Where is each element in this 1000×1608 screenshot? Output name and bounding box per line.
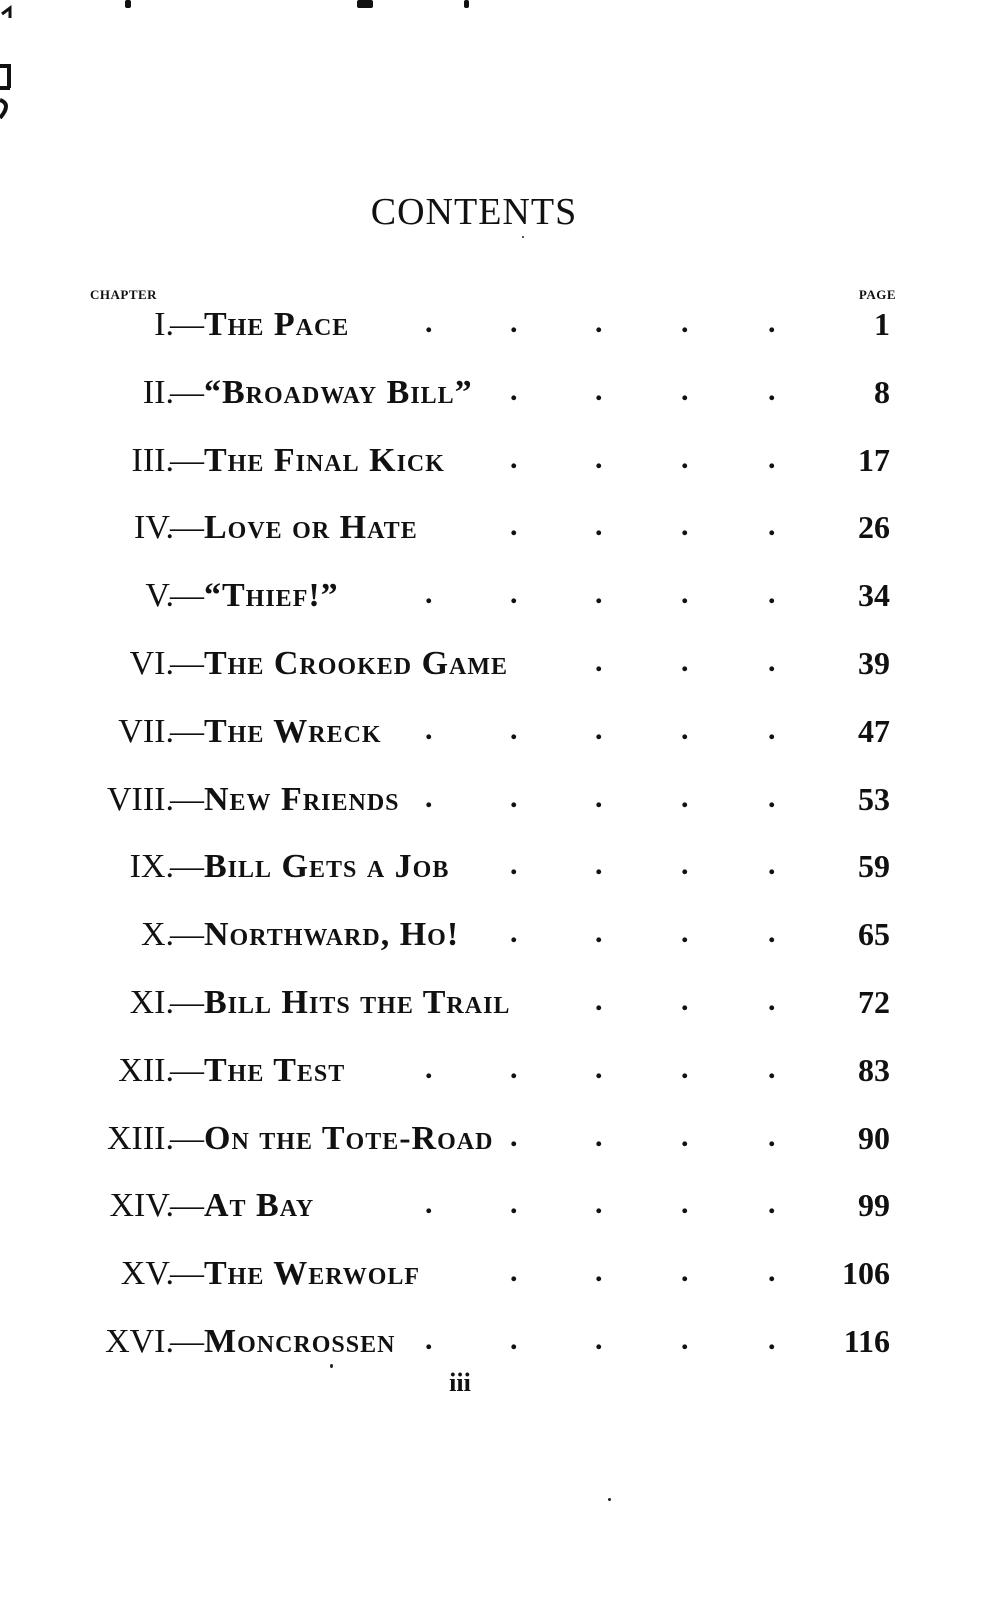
chapter-page-number: 83 xyxy=(858,1051,890,1088)
leader-dot: . xyxy=(768,712,776,746)
leader-dot: . xyxy=(681,509,689,543)
leader-dot: . xyxy=(681,1255,689,1289)
chapter-numeral: XI. xyxy=(129,984,174,1021)
chapter-numeral: XII. xyxy=(118,1051,174,1089)
leader-dot: . xyxy=(510,1119,518,1153)
chapter-page-number: 116 xyxy=(843,1323,890,1359)
chapter-title: Northward, Ho! xyxy=(204,916,460,954)
scan-speck xyxy=(522,236,524,238)
em-dash: — xyxy=(170,577,204,615)
chapter-title: Love or Hate xyxy=(204,509,418,547)
chapter-page-number: 72 xyxy=(858,984,890,1020)
leader-dot: . xyxy=(425,577,433,611)
chapter-page-number: 47 xyxy=(858,712,890,749)
leader-dot: . xyxy=(681,441,689,475)
leader-dot: . xyxy=(510,1187,518,1221)
leader-dot: . xyxy=(595,780,603,814)
toc-entry[interactable] xyxy=(0,781,1000,821)
leader-dot: . xyxy=(681,577,689,611)
em-dash: — xyxy=(170,848,204,886)
leader-dot: . xyxy=(768,984,776,1017)
leader-dot: . xyxy=(510,848,518,882)
toc-entry[interactable] xyxy=(0,1323,1000,1363)
chapter-numeral: XVI. xyxy=(105,1323,174,1360)
toc-entry[interactable] xyxy=(0,442,1000,482)
leader-dot: . xyxy=(510,1323,518,1356)
leader-dot: . xyxy=(595,1323,603,1356)
leader-dot: . xyxy=(425,712,433,746)
chapter-page-number: 99 xyxy=(858,1187,890,1224)
em-dash: — xyxy=(170,441,204,479)
leader-dot: . xyxy=(595,1255,603,1289)
leader-dot: . xyxy=(595,712,603,746)
leader-dot: . xyxy=(768,509,776,543)
chapter-title: New Friends xyxy=(204,780,400,818)
leader-dot: . xyxy=(510,916,518,950)
em-dash: — xyxy=(170,1323,204,1360)
toc-entry[interactable] xyxy=(0,509,1000,549)
chapter-title: The Final Kick xyxy=(204,441,445,479)
leader-dot: . xyxy=(681,984,689,1017)
leader-dot: . xyxy=(510,441,518,475)
leader-dot: . xyxy=(510,306,518,339)
leader-dot: . xyxy=(595,984,603,1017)
chapter-title: On the Tote-Road xyxy=(204,1119,494,1157)
leader-dot: . xyxy=(510,1255,518,1289)
em-dash: — xyxy=(170,1187,204,1225)
leader-dot: . xyxy=(768,441,776,475)
leader-dot: . xyxy=(768,916,776,950)
leader-dot: . xyxy=(681,916,689,950)
leader-dot: . xyxy=(768,1119,776,1153)
leader-dot: . xyxy=(595,916,603,950)
leader-dot: . xyxy=(768,1323,776,1356)
chapter-numeral: X. xyxy=(140,916,174,954)
chapter-numeral: VII. xyxy=(118,712,174,750)
chapter-column-label: CHAPTER xyxy=(90,287,158,302)
toc-entry[interactable] xyxy=(0,577,1000,617)
leader-dot: . xyxy=(681,848,689,882)
toc-entry[interactable] xyxy=(0,645,1000,685)
chapter-title: The Crooked Game xyxy=(204,645,509,682)
scan-speck xyxy=(608,1498,611,1501)
chapter-page-number: 34 xyxy=(858,577,890,614)
leader-dot: . xyxy=(681,1187,689,1221)
leader-dot: . xyxy=(681,1051,689,1085)
chapter-page-number: 17 xyxy=(858,441,890,478)
leader-dot: . xyxy=(510,373,518,407)
chapter-numeral: VIII. xyxy=(106,780,174,818)
toc-entry[interactable] xyxy=(0,1052,1000,1092)
chapter-title: The Test xyxy=(204,1051,346,1089)
page-folio: iii xyxy=(449,1368,471,1397)
leader-dot: . xyxy=(425,780,433,814)
toc-entry[interactable] xyxy=(0,374,1000,414)
leader-dot: . xyxy=(595,306,603,339)
em-dash: — xyxy=(170,1119,204,1157)
scan-speck xyxy=(357,0,373,8)
chapter-title: The Werwolf xyxy=(204,1255,421,1293)
chapter-numeral: IX. xyxy=(129,848,174,886)
leader-dot: . xyxy=(595,509,603,543)
toc-entry[interactable] xyxy=(0,713,1000,753)
leader-dot: . xyxy=(595,1187,603,1221)
em-dash: — xyxy=(170,645,204,682)
leader-dot: . xyxy=(681,373,689,407)
scan-edge-mark xyxy=(0,0,14,130)
scan-speck xyxy=(125,0,131,8)
leader-dot: . xyxy=(510,509,518,543)
leader-dot: . xyxy=(595,373,603,407)
toc-entry[interactable] xyxy=(0,984,1000,1024)
em-dash: — xyxy=(170,509,204,547)
chapter-title: The Pace xyxy=(204,306,350,343)
leader-dot: . xyxy=(510,577,518,611)
leader-dot: . xyxy=(768,306,776,339)
leader-dot: . xyxy=(595,577,603,611)
chapter-page-number: 90 xyxy=(858,1119,890,1156)
toc-entry[interactable] xyxy=(0,916,1000,956)
em-dash: — xyxy=(170,1051,204,1089)
leader-dot: . xyxy=(510,780,518,814)
chapter-numeral: III. xyxy=(131,441,174,479)
toc-entry[interactable] xyxy=(0,848,1000,888)
chapter-title: “Broadway Bill” xyxy=(204,373,473,411)
leader-dot: . xyxy=(768,1187,776,1221)
leader-dot: . xyxy=(595,441,603,475)
leader-dot: . xyxy=(768,1051,776,1085)
em-dash: — xyxy=(170,780,204,818)
em-dash: — xyxy=(170,916,204,954)
leader-dot: . xyxy=(595,645,603,678)
leader-dot: . xyxy=(681,780,689,814)
leader-dot: . xyxy=(510,1051,518,1085)
toc-entry[interactable] xyxy=(0,1255,1000,1295)
chapter-page-number: 53 xyxy=(858,780,890,817)
chapter-numeral: XIV. xyxy=(109,1187,174,1225)
chapter-title: Moncrossen xyxy=(204,1323,396,1360)
leader-dot: . xyxy=(425,1051,433,1085)
leader-dot: . xyxy=(425,1187,433,1221)
leader-dot: . xyxy=(768,780,776,814)
leader-dot: . xyxy=(768,373,776,407)
leader-dot: . xyxy=(595,1051,603,1085)
chapter-page-number: 65 xyxy=(858,916,890,953)
chapter-title: The Wreck xyxy=(204,712,382,750)
chapter-numeral: VI. xyxy=(129,645,174,682)
chapter-title: At Bay xyxy=(204,1187,315,1225)
toc-entry[interactable] xyxy=(0,1120,1000,1160)
page-column-label: PAGE xyxy=(858,287,896,302)
leader-dot: . xyxy=(681,645,689,678)
leader-dot: . xyxy=(768,577,776,611)
chapter-page-number: 106 xyxy=(842,1255,890,1292)
chapter-numeral: II. xyxy=(142,373,174,411)
leader-dot: . xyxy=(768,848,776,882)
leader-dot: . xyxy=(425,306,433,339)
em-dash: — xyxy=(170,712,204,750)
leader-dot: . xyxy=(681,1323,689,1356)
em-dash: — xyxy=(170,1255,204,1293)
leader-dot: . xyxy=(681,1119,689,1153)
chapter-numeral: XIII. xyxy=(106,1119,174,1157)
toc-entry[interactable] xyxy=(0,1187,1000,1227)
leader-dot: . xyxy=(595,1119,603,1153)
contents-title: CONTENTS xyxy=(370,191,578,233)
chapter-title: “Thief!” xyxy=(204,577,339,615)
leader-dot: . xyxy=(681,306,689,339)
scan-speck xyxy=(464,0,469,8)
leader-dot: . xyxy=(595,848,603,882)
chapter-page-number: 39 xyxy=(858,645,890,681)
leader-dot: . xyxy=(768,1255,776,1289)
em-dash: — xyxy=(170,984,204,1021)
leader-dot: . xyxy=(425,1323,433,1356)
chapter-page-number: 1 xyxy=(874,306,890,342)
chapter-title: Bill Gets a Job xyxy=(204,848,450,886)
leader-dot: . xyxy=(768,645,776,678)
leader-dot: . xyxy=(510,712,518,746)
chapter-numeral: XV. xyxy=(120,1255,174,1293)
chapter-page-number: 26 xyxy=(858,509,890,546)
chapter-title: Bill Hits the Trail xyxy=(204,984,511,1021)
chapter-page-number: 8 xyxy=(874,373,890,410)
leader-dot: . xyxy=(681,712,689,746)
em-dash: — xyxy=(170,373,204,411)
em-dash: — xyxy=(170,306,204,343)
toc-entry[interactable] xyxy=(0,306,1000,346)
chapter-numeral: IV. xyxy=(134,509,174,547)
chapter-page-number: 59 xyxy=(858,848,890,885)
chapter-numeral: I. xyxy=(154,306,174,343)
chapter-numeral: V. xyxy=(145,577,174,615)
